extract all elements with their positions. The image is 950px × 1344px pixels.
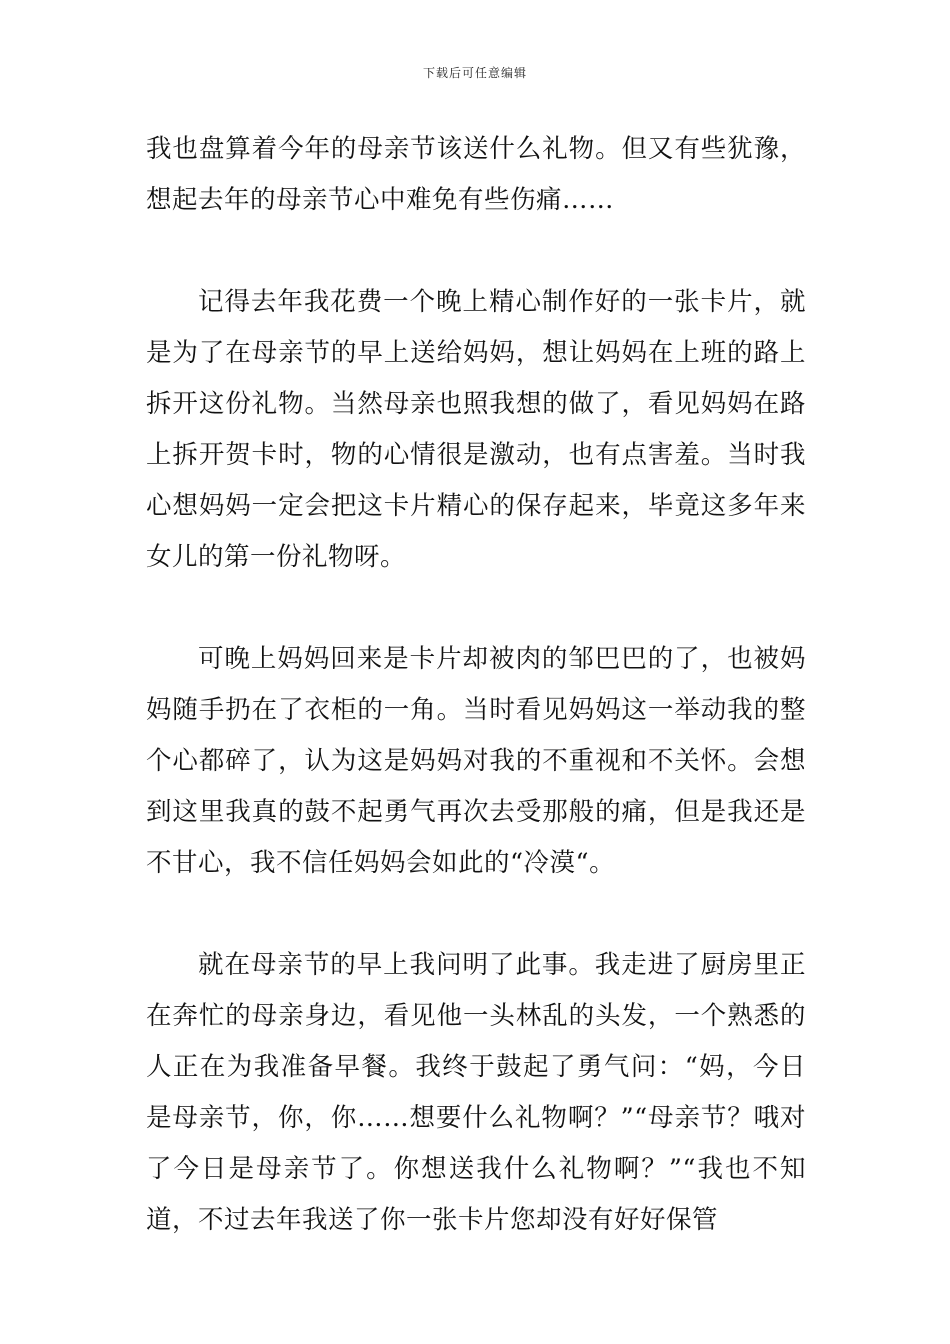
paragraph-2: 记得去年我花费一个晚上精心制作好的一张卡片，就是为了在母亲节的早上送给妈妈，想让妈妈在上班的路上拆开这份礼物。当然母亲也照我想的做了，看见妈妈在路上拆开贺卡时，物的心情很是激动，也有点害羞。当时我心想妈妈一定会把这卡片精心的保存起来，毕竟这多年来女儿的第一份礼物呀。 <box>146 287 806 572</box>
paragraph-gap <box>146 889 806 940</box>
paragraph-3: 可晚上妈妈回来是卡片却被肉的邹巴巴的了，也被妈妈随手扔在了衣柜的一角。当时看见妈妈这一举动我的整个心都碎了，认为这是妈妈对我的不重视和不关怀。会想到这里我真的鼓不起勇气再次去受那般的痛，但是我还是不甘心，我不信任妈妈会如此的“冷漠“。 <box>146 644 806 878</box>
paragraph-gap <box>146 226 806 277</box>
paragraph-4: 就在母亲节的早上我问明了此事。我走进了厨房里正在奔忙的母亲身边，看见他一头林乱的头发，一个熟悉的人正在为我准备早餐。我终于鼓起了勇气问：“妈，今日是母亲节，你，你……想要什么礼物啊？”“母亲节？哦对了今日是母亲节了。你想送我什么礼物啊？”“我也不知道，不过去年我送了你一张卡片您却没有好好保管 <box>146 950 806 1235</box>
paragraph-gap <box>146 583 806 634</box>
document-body <box>146 124 806 1246</box>
paragraph-1: 我也盘算着今年的母亲节该送什么礼物。但又有些犹豫，想起去年的母亲节心中难免有些伤痛…… <box>146 134 806 215</box>
page-header: 下载后可任意编辑 <box>422 66 527 80</box>
